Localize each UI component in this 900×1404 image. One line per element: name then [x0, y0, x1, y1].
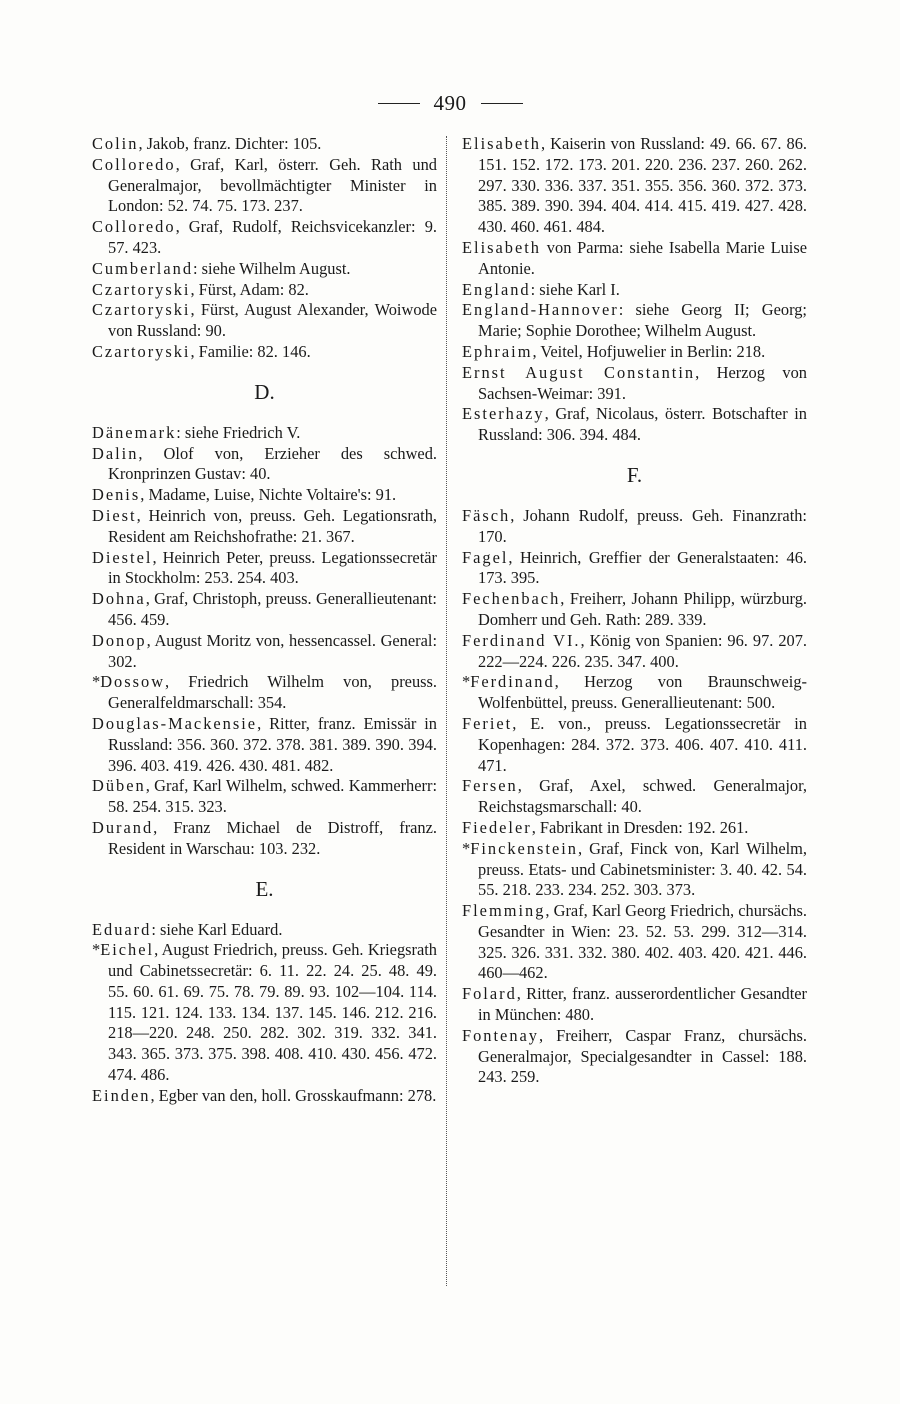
index-entry	[462, 1026, 807, 1088]
entry-details: , Franz Michael de Distroff, franz. Resident in Warschau: 103. 232.	[108, 817, 437, 858]
index-entry	[462, 548, 807, 590]
header-rule-right	[481, 103, 523, 104]
entry-details: , Fabrikant in Dresden: 192. 261.	[531, 817, 749, 837]
entry-details: : siehe Georg II; Georg; Marie; Sophie Dorothee; Wilhelm August.	[478, 300, 807, 341]
entry-headword: Dossow	[100, 672, 166, 692]
entry-headword: Cumberland	[92, 258, 194, 278]
entry-asterisk: *	[462, 838, 471, 858]
entry-headword: Colloredo	[92, 154, 176, 174]
index-entry	[92, 444, 437, 486]
entry-headword: Czartoryski	[92, 300, 191, 320]
index-entry	[92, 818, 437, 860]
index-entry	[92, 776, 437, 818]
entry-headword: Dänemark	[92, 422, 177, 442]
section-heading: F.	[626, 462, 643, 487]
index-entry	[92, 342, 437, 363]
entry-headword: Czartoryski	[92, 279, 191, 299]
entry-headword: Denis	[92, 485, 141, 505]
entry-details: , August Moritz von, hessencassel. General: 302.	[108, 630, 437, 671]
entry-details: , Familie: 82. 146.	[190, 341, 311, 361]
index-entry	[462, 342, 807, 363]
index-entry	[462, 300, 807, 342]
index-entry	[92, 217, 437, 259]
entry-headword: Fechenbach	[462, 589, 561, 609]
entry-details: , Freiherr, Caspar Franz, chursächs. Generalmajor, Specialgesandter in Cassel: 188. 243. 259.	[478, 1025, 807, 1087]
entry-details: , Herzog von Braunschweig-Wolfenbüttel, preuss. Generallieutenant: 500.	[478, 672, 807, 713]
entry-details: , Olof von, Erzieher des schwed. Kronprinzen Gustav: 40.	[108, 443, 437, 484]
index-entry	[92, 280, 437, 301]
entry-headword: Elisabeth	[462, 134, 541, 153]
entry-details: , Graf, Karl Wilhelm, schwed. Kammerherr: 58. 254. 315. 323.	[108, 776, 437, 817]
index-entry	[92, 506, 437, 548]
entry-details: , Kaiserin von Russland: 49. 66. 67. 86. 151. 152. 172. 173. 201. 220. 236. 237. 260. 262. 297. 330. 336. 337. 351. 355. 356. 360. 372. 373. 385. 389. 390. 394. 404. 414. 415. 419. 427. 428. 430. 460. 461. 484.	[478, 134, 807, 237]
entry-details: , Ritter, franz. ausserordentlicher Gesandter in München: 480.	[478, 984, 807, 1025]
index-entry	[92, 548, 437, 590]
index-entry	[92, 155, 437, 217]
entry-headword: Fontenay	[462, 1025, 540, 1045]
entry-asterisk: *	[92, 672, 101, 692]
entry-details: , Heinrich Peter, preuss. Legationssecretär in Stockholm: 253. 254. 403.	[108, 547, 437, 588]
entry-details: , Graf, Finck von, Karl Wilhelm, preuss. Etats- und Cabinetsminister: 3. 40. 42. 54. 55. 218. 233. 234. 252. 303. 373.	[478, 838, 807, 900]
entry-details: , Graf, Nicolaus, österr. Botschafter in Russland: 306. 394. 484.	[478, 404, 807, 445]
index-entry	[462, 901, 807, 984]
entry-details: , Fürst, August Alexander, Woiwode von Russland: 90.	[108, 300, 437, 341]
index-entry	[462, 238, 807, 280]
entry-asterisk: *	[462, 672, 471, 692]
entry-details: , Egber van den, holl. Grosskaufmann: 278.	[150, 1085, 437, 1105]
entry-details: , Ritter, franz. Emissär in Russland: 356. 360. 372. 378. 381. 389. 390. 394. 396. 403. 419. 426. 430. 481. 482.	[108, 713, 437, 775]
entry-headword: Ephraim	[462, 341, 533, 361]
entry-details: : siehe Wilhelm August.	[193, 258, 351, 278]
entry-asterisk: *	[92, 940, 101, 960]
entry-details: , Heinrich von, preuss. Geh. Legationsrath, Resident am Reichshofrathe: 21. 367.	[108, 505, 437, 546]
entry-headword: Esterhazy	[462, 404, 545, 424]
index-entry	[462, 134, 807, 238]
entry-headword: Elisabeth	[462, 237, 541, 257]
entry-headword: Ferdinand	[470, 672, 555, 692]
entry-headword: Dalin	[92, 443, 139, 463]
entry-headword: Feriet	[462, 713, 513, 733]
entry-headword: Fersen	[462, 776, 518, 796]
entry-headword: Diestel	[92, 547, 153, 567]
entry-headword: Colloredo	[92, 217, 176, 237]
entry-details: , Johann Rudolf, preuss. Geh. Finanzrath: 170.	[478, 505, 807, 546]
entry-details: , Heinrich, Greffier der Generalstaaten: 46. 173. 395.	[478, 547, 807, 588]
entry-details: , Jakob, franz. Dichter: 105.	[138, 134, 322, 153]
entry-details: , Veitel, Hofjuwelier in Berlin: 218.	[532, 341, 766, 361]
index-entry	[462, 776, 807, 818]
index-entry	[92, 1086, 437, 1107]
entry-headword: Fäsch	[462, 505, 511, 525]
index-entry	[462, 839, 807, 901]
entry-details: , Graf, Karl Georg Friedrich, chursächs. Gesandter in Wien: 23. 52. 53. 299. 312—314. 325. 326. 331. 332. 380. 402. 403. 420. 421. 446. 460—462.	[478, 901, 807, 983]
entry-details: , Freiherr, Johann Philipp, würzburg. Domherr und Geh. Rath: 289. 339.	[478, 589, 807, 629]
index-entry	[462, 672, 807, 714]
entry-details: von Parma: siehe Isabella Marie Luise Antonie.	[478, 237, 807, 278]
entry-headword: Düben	[92, 776, 146, 796]
entry-headword: Dohna	[92, 589, 146, 609]
entry-headword: England	[462, 279, 531, 299]
entry-headword: Durand	[92, 817, 154, 837]
index-entry	[92, 589, 437, 631]
entry-details: , Graf, Christoph, preuss. Generallieutenant: 456. 459.	[108, 589, 437, 629]
entry-headword: Finckenstein	[470, 838, 578, 858]
entry-details: , Fürst, Adam: 82.	[190, 279, 309, 299]
entry-headword: Donop	[92, 630, 147, 650]
entry-headword: Eichel	[100, 940, 155, 960]
entry-details: : siehe Karl I.	[530, 279, 620, 299]
index-entry	[92, 714, 437, 776]
entry-headword: Einden	[92, 1085, 151, 1105]
index-entry	[92, 300, 437, 342]
entry-headword: Fagel	[462, 547, 509, 567]
entry-headword: Flemming	[462, 901, 546, 921]
index-entry	[462, 280, 807, 301]
entry-headword: Fiedeler	[462, 817, 532, 837]
entry-details: : siehe Karl Eduard.	[151, 919, 283, 939]
index-entry	[92, 920, 437, 941]
index-entry	[462, 506, 807, 548]
index-entry	[462, 984, 807, 1026]
index-entry	[92, 423, 437, 444]
index-entry	[462, 631, 807, 673]
index-entry	[462, 363, 807, 405]
index-entry	[92, 672, 437, 714]
entry-details: , König von Spanien: 96. 97. 207. 222—224. 226. 235. 347. 400.	[478, 630, 808, 671]
entry-headword: Ernst August Constantin	[462, 362, 696, 382]
entry-details: , Graf, Karl, österr. Geh. Rath und Generalmajor, bevollmächtigter Minister in London: 52. 74. 75. 173. 237.	[108, 154, 437, 216]
header-rule-left	[378, 103, 420, 104]
index-entry	[92, 134, 437, 155]
entry-headword: Douglas-Mackensie	[92, 713, 258, 733]
entry-headword: Folard	[462, 984, 517, 1004]
entry-details: , Friedrich Wilhelm von, preuss. Generalfeldmarschall: 354.	[108, 672, 437, 713]
entry-headword: Ferdinand VI.	[462, 630, 581, 650]
entry-details: : siehe Friedrich V.	[176, 422, 301, 442]
index-entry	[462, 404, 807, 446]
index-entry	[92, 631, 437, 673]
index-entry	[462, 818, 807, 839]
entry-details: , Madame, Luise, Nichte Voltaire's: 91.	[140, 485, 397, 505]
column-divider	[446, 136, 447, 1286]
entry-details: , Graf, Rudolf, Reichsvicekanzler: 9. 57. 423.	[108, 217, 437, 257]
index-entry	[92, 485, 437, 506]
entry-details: , E. von., preuss. Legationssecretär in Kopenhagen: 284. 372. 373. 406. 407. 410. 411. 471.	[478, 713, 807, 775]
right-index-column	[462, 134, 807, 1088]
page-number: 490	[433, 90, 467, 115]
page-header	[0, 88, 900, 118]
index-entry	[92, 940, 437, 1086]
entry-details: , Graf, Axel, schwed. Generalmajor, Reichstagsmarschall: 40.	[478, 776, 807, 817]
entry-headword: Diest	[92, 505, 137, 525]
entry-headword: Colin	[92, 134, 139, 153]
entry-headword: Czartoryski	[92, 341, 191, 361]
index-entry	[462, 714, 807, 776]
entry-details: , Herzog von Sachsen-Weimar: 391.	[478, 362, 807, 403]
entry-details: , August Friedrich, preuss. Geh. Kriegsrath und Cabinetssecretär: 6. 11. 22. 24. 25. 48. 49. 55. 60. 61. 69. 75. 78. 79. 89. 93. 102—104. 114. 115. 121. 124. 133. 134. 137. 145. 146. 212. 216. 218—220. 248. 250. 282. 302. 319. 332. 341. 343. 365. 373. 375. 398. 408. 410. 430. 456. 472. 474. 486.	[108, 940, 437, 1085]
index-entry	[462, 589, 807, 631]
entry-headword: Eduard	[92, 919, 152, 939]
index-entry	[92, 259, 437, 280]
section-heading: E.	[255, 876, 274, 901]
entry-headword: England-Hannover	[462, 300, 619, 320]
section-heading: D.	[254, 379, 275, 404]
left-index-column	[92, 134, 437, 1107]
